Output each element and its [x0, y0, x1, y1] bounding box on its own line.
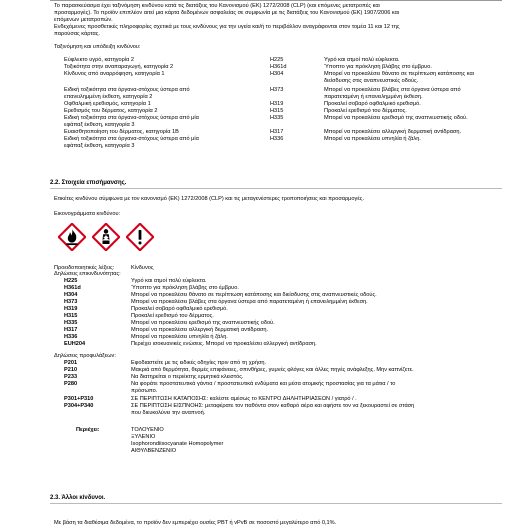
- precaution-text-cont: που διευκολύνει την αναπνοή.: [131, 410, 206, 416]
- intro-line-4: Ενδεχόμενες προσθετικές πληροφορίες σχετικά με τους κινδύνους για την υγεία και/ή το περιβάλλον αναγράφονται στον τομέα 11 και 12 της: [54, 24, 400, 30]
- hazard-text: Υγρό και ατμοί πολύ εύφλεκτα.: [131, 278, 207, 284]
- top-rule: [50, 0, 502, 1]
- precaution-code: P304+P340: [64, 403, 94, 409]
- class-row-code: H336: [270, 136, 284, 142]
- class-row-desc: Μπορεί να προκαλέσει αλλεργική δερματική αντίδραση.: [324, 129, 462, 135]
- class-row-category: Ειδική τοξικότητα στα όργανα-στόχους ύστερα από: [64, 87, 190, 93]
- precaution-code: P280: [64, 381, 78, 387]
- class-row-code: H225: [270, 57, 284, 63]
- class-row-desc: Προκαλεί σοβαρό οφθαλμικό ερεθισμό.: [324, 101, 421, 107]
- precaution-code: P233: [64, 374, 78, 380]
- contains-label: Περιέχει:: [76, 427, 100, 433]
- class-row-desc: Ύποπτο για πρόκληση βλάβης στο έμβρυο.: [324, 64, 432, 70]
- class-row-category-cont: εφάπαξ έκθεση, κατηγορία 3: [64, 122, 135, 128]
- precaution-code: P201: [64, 360, 78, 366]
- precaution-text: ΣΕ ΠΕΡΙΠΤΩΣΗ ΚΑΤΑΠΟΣΗΣ: καλέστε αμέσως το ΚΕΝΤΡΟ ΔΗΛΗΤΗΡΙΑΣΕΩΝ / γιατρό / .: [131, 396, 357, 402]
- intro-line-1: Το παρασκεύασμα έχει ταξινόμηση κινδύνου κατά τις διατάξεις του Κανονισμού (ΕΚ) 1272/2008 (CLP) (και επόμενες μετατροπές και: [54, 3, 380, 9]
- intro-line-5: παρούσας κάρτας.: [54, 31, 100, 37]
- precaution-text: Μακριά από θερμότητα, θερμές επιφάνειες, σπινθήρες, γυμνές φλόγες και άλλες πηγές ανάφλεξης. Μην καπνίζετε.: [131, 367, 414, 373]
- hazard-code: H319: [64, 306, 78, 312]
- section-rule: [50, 503, 502, 504]
- class-row-code: H361d: [270, 64, 287, 70]
- class-row-category: Οφθαλμική ερεθισμός, κατηγορία 1: [64, 101, 151, 107]
- hazard-text: Μπορεί να προκαλέσει βλάβες στα όργανα ύστερα από παρατεταμένη ή επανειλημμένη έκθεση.: [131, 299, 368, 305]
- contains-item: Isophorondiisocyanate Homopolymer: [131, 441, 224, 447]
- hazard-code: H225: [64, 278, 78, 284]
- class-row-category: Ειδική τοξικότητα στα όργανα-στόχους ύστερα από μία: [64, 136, 199, 142]
- class-row-category-cont: επανειλημμένη έκθεση, κατηγορία 2: [64, 94, 153, 100]
- hazard-text: Προκαλεί σοβαρό οφθαλμικό ερεθισμό.: [131, 306, 228, 312]
- hazard-code: H304: [64, 292, 78, 298]
- hazard-code: H315: [64, 313, 78, 319]
- precaution-text: Εφοδιαστείτε με τις ειδικές οδηγίες πριν από τη χρήση.: [131, 360, 267, 366]
- class-row-desc: Μπορεί να προκαλέσει θάνατο σε περίπτωση κατάποσης και: [324, 71, 474, 77]
- hazard-code: H317: [64, 327, 78, 333]
- class-row-category: Ειδική τοξικότητα στα όργανα-στόχους ύστερα από μία: [64, 115, 199, 121]
- hazard-code: H336: [64, 334, 78, 340]
- class-row-desc: Προκαλεί ερεθισμό του δέρματος.: [324, 108, 407, 114]
- hazard-statements-label: Δηλώσεις επικινδυνότητας:: [54, 271, 121, 277]
- health-hazard-icon: [92, 223, 120, 251]
- hazard-text: Μπορεί να προκαλέσει θάνατο σε περίπτωση κατάποσης και διείσδυσης στις αναπνευστικές οδούς.: [131, 292, 377, 298]
- other-hazards-text: Με βάση τα διαθέσιμα δεδομένα, το προϊόν δεν εμπεριέχει ουσίες PBT ή vPvB σε ποσοστό μεγαλύτερο από 0,1%.: [54, 520, 337, 526]
- class-row-desc-cont: διείσδυσης στις αναπνευστικές οδούς.: [324, 78, 419, 84]
- hazard-code: H361d: [64, 285, 81, 291]
- class-row-code: H315: [270, 108, 284, 114]
- signal-word-label: Προειδοποιητικές λέξεις:: [54, 265, 115, 271]
- class-row-category: Εύφλεκτο υγρό, κατηγορία 2: [64, 57, 134, 63]
- hazard-text: Περιέχει ισοκυανικές ενώσεις. Μπορεί να προκαλέσει αλλεργική αντίδραση.: [131, 341, 317, 347]
- precaution-code: P301+P310: [64, 396, 94, 402]
- precaution-text: Να φοράτε προστατευτικά γάντια / προστατευτικά ενδύματα και μέσα ατομικής προστασίας για τα μάτια / το: [131, 381, 396, 387]
- label-elements-text: Ετικέτες κινδύνου σύμφωνα με τον κανονισμό (ΕΚ) 1272/2008 (CLP) και τις μεταγενέστερες τροποποιήσεις και προσαρμογές.: [54, 196, 365, 202]
- class-row-category: Ερεθισμός του δέρματος, κατηγορία 2: [64, 108, 158, 114]
- exclamation-icon: [126, 223, 154, 251]
- contains-item: ΑΙΘΥΛΒΕΝΖΕΝΙΟ: [131, 448, 177, 454]
- class-row-code: H304: [270, 71, 284, 77]
- section-2-2-heading: 2.2. Στοιχεία επισήμανσης.: [50, 180, 127, 186]
- class-row-desc: Μπορεί να προκαλέσει ερεθισμό της αναπνευστικής οδού.: [324, 115, 468, 121]
- pictograms-label: Εικονογράμματα κινδύνου:: [54, 211, 121, 217]
- classification-heading: Ταξινόμηση και υπόδειξη κινδύνου:: [54, 44, 141, 50]
- precaution-text: Να διατηρείται ο περιέκτης ερμητικά κλειστός.: [131, 374, 244, 380]
- hazard-code: H373: [64, 299, 78, 305]
- precautionary-statements-label: Δηλώσεις προφυλάξεων:: [54, 353, 116, 359]
- precaution-text: ΣΕ ΠΕΡΙΠΤΩΣΗ ΕΙΣΠΝΟΗΣ: μεταφέρατε τον παθόντα στον καθαρό αέρα και αφήστε τον να ξεκουραστεί σε στάση: [131, 403, 415, 409]
- class-row-category: Τοξικότητα στην αναπαραγωγή, κατηγορία 2: [64, 64, 174, 70]
- class-row-desc: Μπορεί να προκαλέσει βλάβες στα όργανα ύστερα από: [324, 87, 461, 93]
- class-row-code: H317: [270, 129, 284, 135]
- class-row-desc: Μπορεί να προκαλέσει υπνηλία ή ζάλη.: [324, 136, 421, 142]
- flame-icon: [58, 223, 86, 251]
- class-row-category: Κίνδυνος από αναρρόφηση, κατηγορία 1: [64, 71, 165, 77]
- intro-line-3: επόμενων μετατροπών.: [54, 17, 113, 23]
- precaution-text-cont: πρόσωπο.: [131, 388, 158, 394]
- contains-item: ΤΟΛΟΥΕΝΙΟ: [131, 427, 164, 433]
- signal-word: Κίνδυνος: [131, 265, 154, 271]
- hazard-code: EUH204: [64, 341, 86, 347]
- class-row-desc-cont: παρατεταμένη ή επανειλημμένη έκθεση.: [324, 94, 423, 100]
- hazard-text: Ύποπτο για πρόκληση βλάβης στο έμβρυο.: [131, 285, 239, 291]
- class-row-code: H319: [270, 101, 284, 107]
- hazard-text: Μπορεί να προκαλέσει αλλεργική δερματική αντίδραση.: [131, 327, 269, 333]
- class-row-code: H335: [270, 115, 284, 121]
- hazard-code: H335: [64, 320, 78, 326]
- class-row-desc: Υγρό και ατμοί πολύ εύφλεκτα.: [324, 57, 400, 63]
- hazard-text: Μπορεί να προκαλέσει υπνηλία ή ζάλη.: [131, 334, 228, 340]
- class-row-code: H373: [270, 87, 284, 93]
- class-row-category: Ευαισθητοποίηση του δέρματος, κατηγορία 1B: [64, 129, 179, 135]
- hazard-text: Μπορεί να προκαλέσει ερεθισμό της αναπνευστικής οδού.: [131, 320, 275, 326]
- section-2-3-heading: 2.3. Άλλοι κίνδυνοι.: [50, 495, 106, 501]
- section-rule: [50, 188, 502, 189]
- contains-item: ΞΥΛΕΝΙΟ: [131, 434, 156, 440]
- hazard-text: Προκαλεί ερεθισμό του δέρματος.: [131, 313, 214, 319]
- class-row-category-cont: εφάπαξ έκθεση, κατηγορία 3: [64, 143, 135, 149]
- intro-line-2: προσαρμογές). Το προϊόν επιπλέον αιτεί μια κάρτα δεδομένων ασφαλείας σε συμφωνία με τις διατάξεις του Κανονισμού (ΕΚ) 1907/2006 και: [54, 10, 400, 16]
- precaution-code: P210: [64, 367, 78, 373]
